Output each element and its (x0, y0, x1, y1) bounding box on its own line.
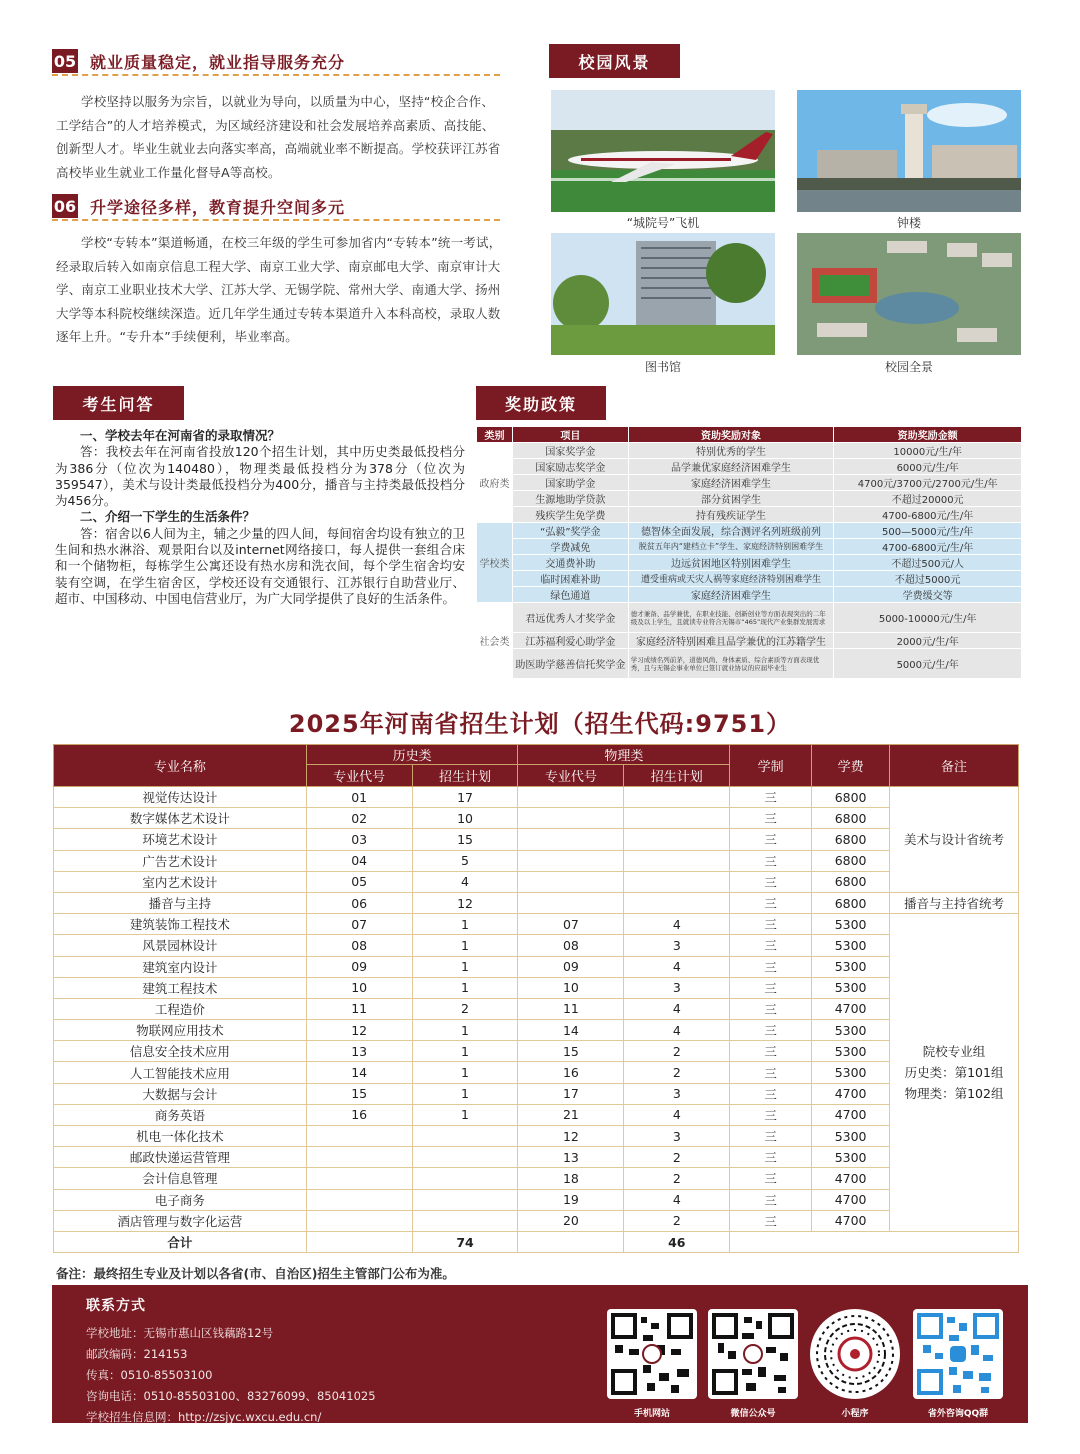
wechat-qr[interactable] (708, 1309, 798, 1399)
major-cell: 广告艺术设计 (54, 850, 307, 871)
contact-block (86, 1295, 376, 1428)
plan-row (54, 1126, 1019, 1147)
phys-code-cell: 21 (518, 1104, 624, 1125)
years-cell: 三 (730, 808, 812, 829)
hist-code-cell: 09 (306, 956, 412, 977)
hist-code-cell: 08 (306, 935, 412, 956)
hist-code-cell (306, 1147, 412, 1168)
qr-label: 微信公众号 (730, 1409, 776, 1419)
major-cell: 播音与主持 (54, 892, 307, 913)
fax-line: 传真：0510-85503100 (86, 1368, 213, 1382)
clock-tower-photo (797, 90, 1021, 212)
fee-cell: 6800 (812, 787, 890, 808)
code-header: 专业代号 (518, 765, 624, 787)
address-line: 学校地址：无锡市惠山区钱藕路12号 (86, 1326, 274, 1340)
section-title: 升学途径多样，教育提升空间多元 (90, 197, 346, 217)
hist-code-cell: 15 (306, 1083, 412, 1104)
plan-row (54, 1062, 1019, 1083)
answer-1: 答：我校去年在河南省投放120个招生计划，其中历史类最低投档分为386分（位次为140480），物理类最低投档分为378分（位次为359547），美术与设计类最低投档分为400分，播音与主持类最低投档分为456分。 (55, 444, 465, 509)
aid-header-row (477, 427, 1022, 443)
aid-amount: 10000元/生/年 (834, 443, 1022, 459)
phys-code-cell: 17 (518, 1083, 624, 1104)
fee-cell: 5300 (812, 1020, 890, 1041)
aid-amount: 6000元/生/年 (834, 459, 1022, 475)
fee-cell: 4700 (812, 1210, 890, 1231)
phys-count-cell (624, 787, 730, 808)
plan-row (54, 998, 1019, 1019)
phys-code-cell: 12 (518, 1126, 624, 1147)
aid-target: 边远贫困地区特别困难学生 (628, 555, 834, 571)
major-cell: 信息安全技术应用 (54, 1041, 307, 1062)
hist-count-cell (412, 1126, 518, 1147)
major-cell: 风景园林设计 (54, 935, 307, 956)
plan-note: 备注：最终招生专业及计划以各省(市、自治区)招生主管部门公布为准。 (56, 1266, 455, 1281)
aid-item: 残疾学生免学费 (512, 507, 628, 523)
years-cell: 三 (730, 1062, 812, 1083)
aid-item: “弘毅”奖学金 (512, 523, 628, 539)
phys-count-cell: 4 (624, 1189, 730, 1210)
remark-broadcast: 播音与主持省统考 (890, 892, 1019, 913)
hist-code-cell (306, 1168, 412, 1189)
aid-item: 临时困难补助 (512, 571, 628, 587)
qa-title: 考生问答 (53, 386, 184, 420)
hist-count-cell: 1 (412, 914, 518, 935)
plan-row (54, 871, 1019, 892)
plan-row (54, 1083, 1019, 1104)
major-header: 专业名称 (54, 745, 307, 787)
aid-amount: 5000-10000元/生/年 (834, 603, 1022, 633)
years-cell: 三 (730, 787, 812, 808)
total-empty (306, 1231, 412, 1252)
qa-section (55, 428, 465, 607)
phys-count-cell: 2 (624, 1168, 730, 1189)
section-title: 就业质量稳定，就业指导服务充分 (90, 52, 346, 72)
aid-header: 资助奖励对象 (628, 427, 834, 443)
remark-group (890, 914, 1019, 1232)
library-caption: 图书馆 (644, 360, 681, 374)
fee-cell: 5300 (812, 1126, 890, 1147)
remark-header: 备注 (890, 745, 1019, 787)
aid-target: 品学兼优家庭经济困难学生 (628, 459, 834, 475)
plan-title: 2025年河南省招生计划（招生代码:9751） (288, 710, 792, 738)
phys-code-cell (518, 892, 624, 913)
aid-amount: 2000元/生/年 (834, 633, 1022, 649)
phys-count-cell (624, 808, 730, 829)
aid-item: 学费减免 (512, 539, 628, 555)
total-empty (730, 1231, 1019, 1252)
aid-category: 学校类 (477, 523, 513, 603)
aid-header: 类别 (477, 427, 513, 443)
airplane-caption: “城院号”飞机 (626, 216, 700, 230)
hist-count-cell: 10 (412, 808, 518, 829)
phone-line: 咨询电话：0510-85503100、83276099、85041025 (86, 1389, 376, 1403)
plan-table (53, 744, 1019, 1253)
hist-code-cell (306, 1126, 412, 1147)
aid-target: 家庭经济困难学生 (628, 587, 834, 603)
phys-count-cell (624, 892, 730, 913)
aid-amount: 4700-6800元/生/年 (834, 507, 1022, 523)
years-cell: 三 (730, 829, 812, 850)
aid-header: 项目 (512, 427, 628, 443)
phys-code-cell: 20 (518, 1210, 624, 1231)
phys-code-cell: 16 (518, 1062, 624, 1083)
years-cell: 三 (730, 1104, 812, 1125)
major-cell: 大数据与会计 (54, 1083, 307, 1104)
hist-count-cell: 12 (412, 892, 518, 913)
years-cell: 三 (730, 1147, 812, 1168)
phys-count-cell: 2 (624, 1147, 730, 1168)
aid-title: 奖助政策 (476, 386, 606, 420)
aid-item: 助医助学慈善信托奖学金 (512, 649, 628, 679)
hist-count-cell: 1 (412, 977, 518, 998)
total-row (54, 1231, 1019, 1252)
phys-code-cell: 19 (518, 1189, 624, 1210)
major-cell: 建筑工程技术 (54, 977, 307, 998)
plan-row (54, 892, 1019, 913)
fee-cell: 5300 (812, 977, 890, 998)
question-1: 一、学校去年在河南省的录取情况？ (80, 428, 281, 443)
plan-row (54, 1210, 1019, 1231)
aid-category: 社会类 (477, 603, 513, 679)
phys-count-cell: 2 (624, 1041, 730, 1062)
phys-count-cell: 4 (624, 956, 730, 977)
hist-code-cell: 07 (306, 914, 412, 935)
phys-code-cell: 15 (518, 1041, 624, 1062)
hist-count-cell: 4 (412, 871, 518, 892)
fee-cell: 5300 (812, 935, 890, 956)
aid-amount: 4700元/3700元/2700元/生/年 (834, 475, 1022, 491)
phys-code-cell: 18 (518, 1168, 624, 1189)
hist-code-cell: 02 (306, 808, 412, 829)
total-empty (518, 1231, 624, 1252)
major-cell: 会计信息管理 (54, 1168, 307, 1189)
hist-count-cell (412, 1168, 518, 1189)
fee-cell: 4700 (812, 1168, 890, 1189)
hist-count-cell: 1 (412, 1020, 518, 1041)
fee-cell: 4700 (812, 998, 890, 1019)
hist-count-cell: 1 (412, 1104, 518, 1125)
hist-code-cell: 01 (306, 787, 412, 808)
fee-cell: 6800 (812, 871, 890, 892)
hist-code-cell (306, 1189, 412, 1210)
fee-cell: 5300 (812, 956, 890, 977)
years-cell: 三 (730, 850, 812, 871)
fee-cell: 4700 (812, 1104, 890, 1125)
years-cell: 三 (730, 1083, 812, 1104)
years-cell: 三 (730, 935, 812, 956)
aid-amount: 不超过20000元 (834, 491, 1022, 507)
contact-title: 联系方式 (86, 1298, 146, 1314)
phys-code-cell: 07 (518, 914, 624, 935)
phys-count-cell: 4 (624, 914, 730, 935)
hist-code-cell: 14 (306, 1062, 412, 1083)
section-number: 06 (52, 194, 78, 218)
fee-cell: 4700 (812, 1083, 890, 1104)
years-cell: 三 (730, 1126, 812, 1147)
aid-item: 交通费补助 (512, 555, 628, 571)
years-cell: 三 (730, 871, 812, 892)
phys-count-cell: 4 (624, 1020, 730, 1041)
plan-row (54, 850, 1019, 871)
plan-row (54, 1168, 1019, 1189)
code-header: 专业代号 (306, 765, 412, 787)
aid-amount: 学费缓交等 (834, 587, 1022, 603)
major-cell: 室内艺术设计 (54, 871, 307, 892)
hist-count-cell: 1 (412, 956, 518, 977)
plan-row (54, 1147, 1019, 1168)
footer (52, 1285, 1028, 1423)
aid-amount: 不超过500元/人 (834, 555, 1022, 571)
section-number: 05 (52, 49, 78, 73)
mini-program-qr[interactable] (810, 1309, 900, 1399)
phys-count-cell: 3 (624, 1083, 730, 1104)
fee-cell: 4700 (812, 1189, 890, 1210)
postcode-line: 邮政编码：214153 (86, 1347, 188, 1361)
website-line[interactable]: 学校招生信息网：http://zsjyc.wxcu.edu.cn/ (86, 1410, 322, 1424)
years-cell: 三 (730, 914, 812, 935)
hist-code-cell: 13 (306, 1041, 412, 1062)
campus-title: 校园风景 (549, 44, 680, 78)
hist-count-cell: 1 (412, 1041, 518, 1062)
years-cell: 三 (730, 1210, 812, 1231)
plan-row (54, 977, 1019, 998)
aid-target: 持有残疾证学生 (628, 507, 834, 523)
major-cell: 环境艺术设计 (54, 829, 307, 850)
further-study-paragraph: 学校“专转本”渠道畅通，在校三年级的学生可参加省内“专转本”统一考试，经录取后转入如南京信息工程大学、南京工业大学、南京邮电大学、南京审计大学、南京工业职业技术大学、江苏大学、无锡学院、常州大学、南通大学、扬州大学等本科院校继续深造。近几年学生通过专转本渠道升入本科高校，录取人数逐年上升。“专升本”手续便利，毕业率高。 (56, 235, 502, 344)
aid-item: 绿色通道 (512, 587, 628, 603)
phys-count-cell (624, 871, 730, 892)
fee-cell: 5300 (812, 1147, 890, 1168)
phys-code-cell (518, 808, 624, 829)
major-cell: 邮政快递运营管理 (54, 1147, 307, 1168)
phys-code-cell (518, 829, 624, 850)
clock-tower-caption: 钟楼 (896, 216, 921, 230)
section-05-heading (52, 48, 500, 76)
aid-target: 脱贫五年内“建档立卡”学生、家庭经济特别困难学生 (628, 539, 834, 555)
plan-row (54, 1020, 1019, 1041)
aid-table (476, 426, 1022, 679)
remark-art: 美术与设计省统考 (890, 787, 1019, 893)
aid-amount: 5000元/生/年 (834, 649, 1022, 679)
aid-target: 学习成绩名列前茅，道德风尚、身体素质、综合素质等方面表现优秀，且与无锡企事业单位已签订就业协议的应届毕业生 (628, 649, 834, 679)
major-cell: 机电一体化技术 (54, 1126, 307, 1147)
aid-target: 遭受重病或天灾人祸等家庭经济特别困难学生 (628, 571, 834, 587)
plan-row (54, 808, 1019, 829)
plan-row (54, 1189, 1019, 1210)
phys-count-cell: 3 (624, 935, 730, 956)
hist-code-cell: 11 (306, 998, 412, 1019)
fee-cell: 5300 (812, 1062, 890, 1083)
plan-row (54, 914, 1019, 935)
remark-group-line: 物理类：第102组 (904, 1086, 1004, 1102)
qr-label: 省外咨询QQ群 (927, 1409, 989, 1419)
major-cell: 酒店管理与数字化运营 (54, 1210, 307, 1231)
hist-count-cell (412, 1210, 518, 1231)
major-cell: 人工智能技术应用 (54, 1062, 307, 1083)
campus-overview-caption: 校园全景 (884, 360, 933, 374)
phys-code-cell: 11 (518, 998, 624, 1019)
aid-item: 国家奖学金 (512, 443, 628, 459)
hist-code-cell: 12 (306, 1020, 412, 1041)
years-cell: 三 (730, 1168, 812, 1189)
fee-cell: 6800 (812, 892, 890, 913)
answer-2: 答：宿舍以6人间为主，辅之少量的四人间，每间宿舍均设有独立的卫生间和热水淋浴、观景阳台以及internet网络接口，每人提供一套组合床和一个储物柜，每栋学生公寓还设有热水房和洗衣间，每个学生宿舍均安装有空调，在学生宿舍区，学校还设有交通银行、江苏银行自助营业厅、超市、中国移动、中国电信营业厅，为广大同学提供了良好的生活条件。 (55, 525, 465, 606)
phys-code-cell: 08 (518, 935, 624, 956)
years-cell: 三 (730, 998, 812, 1019)
phys-code-cell (518, 871, 624, 892)
qr-label: 手机网站 (633, 1409, 670, 1419)
aid-target: 特别优秀的学生 (628, 443, 834, 459)
phys-count-cell (624, 850, 730, 871)
years-cell: 三 (730, 1020, 812, 1041)
hist-code-cell: 04 (306, 850, 412, 871)
phys-code-cell: 14 (518, 1020, 624, 1041)
major-cell: 建筑室内设计 (54, 956, 307, 977)
aid-target: 部分贫困学生 (628, 491, 834, 507)
fee-cell: 6800 (812, 850, 890, 871)
aid-item: 君远优秀人才奖学金 (512, 603, 628, 633)
phys-code-cell: 09 (518, 956, 624, 977)
plan-row (54, 935, 1019, 956)
major-cell: 视觉传达设计 (54, 787, 307, 808)
phys-code-cell (518, 787, 624, 808)
plan-row (54, 787, 1019, 808)
total-label: 合计 (54, 1231, 307, 1252)
remark-group-line: 院校专业组 (922, 1044, 986, 1060)
count-header: 招生计划 (624, 765, 730, 787)
plan-row (54, 1041, 1019, 1062)
hist-code-cell: 03 (306, 829, 412, 850)
hist-count-cell: 15 (412, 829, 518, 850)
phys-count-cell: 2 (624, 1062, 730, 1083)
major-cell: 建筑装饰工程技术 (54, 914, 307, 935)
phys-code-cell (518, 850, 624, 871)
mobile-site-qr[interactable] (607, 1309, 697, 1399)
fee-header: 学费 (812, 745, 890, 787)
section-06-heading (52, 193, 500, 221)
employment-paragraph: 学校坚持以服务为宗旨，以就业为导向，以质量为中心，坚持“校企合作、工学结合”的人才培养模式，为区域经济建设和社会发展培养高素质、高技能、创新型人才。毕业生就业去向落实率高，高端就业率不断提高。学校获评江苏省高校毕业生就业工作量化督导A等高校。 (56, 94, 501, 180)
aid-amount: 500—5000元/生/年 (834, 523, 1022, 539)
years-cell: 三 (730, 1189, 812, 1210)
hist-count-cell (412, 1147, 518, 1168)
years-cell: 三 (730, 977, 812, 998)
plan-row (54, 829, 1019, 850)
phys-count-cell: 4 (624, 1104, 730, 1125)
count-header: 招生计划 (412, 765, 518, 787)
phys-count-cell (624, 829, 730, 850)
hist-count-cell: 17 (412, 787, 518, 808)
qq-group-qr[interactable] (913, 1309, 1003, 1399)
phys-count-cell: 3 (624, 1126, 730, 1147)
fee-cell: 6800 (812, 808, 890, 829)
fee-cell: 5300 (812, 914, 890, 935)
phys-code-cell: 13 (518, 1147, 624, 1168)
years-cell: 三 (730, 1041, 812, 1062)
fee-cell: 6800 (812, 829, 890, 850)
aid-target: 家庭经济特别困难且品学兼优的江苏籍学生 (628, 633, 834, 649)
years-cell: 三 (730, 956, 812, 977)
total-phys: 46 (624, 1231, 730, 1252)
airplane-photo (551, 90, 775, 212)
hist-count-cell: 1 (412, 935, 518, 956)
hist-code-cell: 10 (306, 977, 412, 998)
plan-row (54, 956, 1019, 977)
aid-header: 资助奖励金额 (834, 427, 1022, 443)
phys-count-cell: 3 (624, 977, 730, 998)
aid-item: 江苏福利爱心助学金 (512, 633, 628, 649)
hist-code-cell: 05 (306, 871, 412, 892)
hist-count-cell: 1 (412, 1083, 518, 1104)
hist-code-cell: 16 (306, 1104, 412, 1125)
aid-item: 国家助学金 (512, 475, 628, 491)
aid-target: 家庭经济困难学生 (628, 475, 834, 491)
remark-group-line: 历史类：第101组 (904, 1065, 1004, 1081)
aid-target: 德智体全面发展，综合测评名列班级前列 (628, 523, 834, 539)
aid-item: 生源地助学贷款 (512, 491, 628, 507)
hist-code-cell (306, 1210, 412, 1231)
aid-category: 政府类 (477, 443, 513, 523)
library-photo (551, 233, 775, 355)
aid-item: 国家励志奖学金 (512, 459, 628, 475)
aid-target: 德才兼备、品学兼优，在职业技能、创新创业等方面表现突出的二年级及以上学生，且就读专业符合无锡市“465”现代产业集群发展需求 (628, 603, 834, 633)
major-cell: 物联网应用技术 (54, 1020, 307, 1041)
campus-overview-photo (797, 233, 1021, 355)
hist-count-cell (412, 1189, 518, 1210)
phys-count-cell: 2 (624, 1210, 730, 1231)
aid-amount: 不超过5000元 (834, 571, 1022, 587)
question-2: 二、介绍一下学生的生活条件？ (80, 509, 256, 525)
plan-body (54, 787, 1019, 1253)
hist-code-cell: 06 (306, 892, 412, 913)
qr-label: 小程序 (841, 1409, 869, 1419)
history-header: 历史类 (306, 745, 518, 765)
major-cell: 数字媒体艺术设计 (54, 808, 307, 829)
hist-count-cell: 2 (412, 998, 518, 1019)
major-cell: 电子商务 (54, 1189, 307, 1210)
phys-code-cell: 10 (518, 977, 624, 998)
aid-amount: 4700-6800元/生/年 (834, 539, 1022, 555)
major-cell: 商务英语 (54, 1104, 307, 1125)
phys-count-cell: 4 (624, 998, 730, 1019)
plan-row (54, 1104, 1019, 1125)
years-cell: 三 (730, 892, 812, 913)
total-hist: 74 (412, 1231, 518, 1252)
physics-header: 物理类 (518, 745, 730, 765)
hist-count-cell: 1 (412, 1062, 518, 1083)
fee-cell: 5300 (812, 1041, 890, 1062)
hist-count-cell: 5 (412, 850, 518, 871)
years-header: 学制 (730, 745, 812, 787)
major-cell: 工程造价 (54, 998, 307, 1019)
